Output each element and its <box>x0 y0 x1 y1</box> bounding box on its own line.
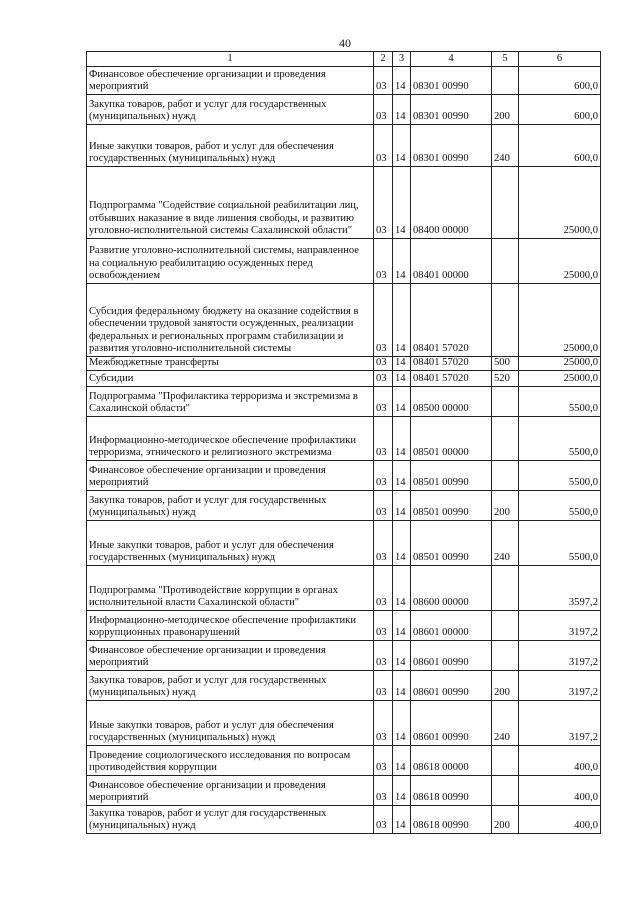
row-expense-type: 520 <box>492 371 519 387</box>
table-row <box>87 776 601 806</box>
table-row <box>87 284 601 357</box>
row-section: 03 <box>374 521 393 566</box>
row-expense-type <box>492 566 519 611</box>
table-row <box>87 491 601 521</box>
row-expense-type <box>492 417 519 461</box>
row-subsection: 14 <box>393 776 411 806</box>
budget-table <box>86 51 601 834</box>
row-section: 03 <box>374 125 393 167</box>
row-name: Финансовое обеспечение организации и проведения мероприятий <box>87 776 374 806</box>
row-amount: 5500,0 <box>519 521 601 566</box>
row-section: 03 <box>374 371 393 387</box>
row-amount: 600,0 <box>519 67 601 95</box>
row-expense-type: 240 <box>492 701 519 746</box>
row-name: Финансовое обеспечение организации и проведения мероприятий <box>87 641 374 671</box>
row-target-article: 08600 00000 <box>411 566 492 611</box>
row-subsection: 14 <box>393 371 411 387</box>
row-subsection: 14 <box>393 746 411 776</box>
row-subsection: 14 <box>393 387 411 417</box>
row-name: Иные закупки товаров, работ и услуг для обеспечения государственных (муниципальных) нужд <box>87 521 374 566</box>
table-row <box>87 371 601 387</box>
row-name: Развитие уголовно-исполнительной системы, направленное на социальную реабилитацию осужденных перед освобождением <box>87 239 374 284</box>
row-target-article: 08501 00990 <box>411 461 492 491</box>
row-amount: 3197,2 <box>519 611 601 641</box>
row-amount: 5500,0 <box>519 461 601 491</box>
table-row <box>87 387 601 417</box>
row-section: 03 <box>374 357 393 371</box>
row-subsection: 14 <box>393 67 411 95</box>
row-target-article: 08401 57020 <box>411 284 492 357</box>
row-target-article: 08601 00000 <box>411 611 492 641</box>
page-number: 40 <box>339 36 351 50</box>
table-header-row <box>87 52 601 67</box>
row-subsection: 14 <box>393 566 411 611</box>
row-subsection: 14 <box>393 701 411 746</box>
table-row <box>87 641 601 671</box>
row-section: 03 <box>374 701 393 746</box>
table-row <box>87 521 601 566</box>
row-subsection: 14 <box>393 521 411 566</box>
row-section: 03 <box>374 417 393 461</box>
row-section: 03 <box>374 167 393 239</box>
row-section: 03 <box>374 284 393 357</box>
row-name: Субсидии <box>87 371 374 387</box>
row-name: Финансовое обеспечение организации и проведения мероприятий <box>87 67 374 95</box>
row-name: Проведение социологического исследования по вопросам противодействия коррупции <box>87 746 374 776</box>
row-amount: 5500,0 <box>519 491 601 521</box>
table-row <box>87 239 601 284</box>
row-section: 03 <box>374 67 393 95</box>
row-name: Информационно-методическое обеспечение профилактики коррупционных правонарушений <box>87 611 374 641</box>
row-section: 03 <box>374 641 393 671</box>
column-header-name: 1 <box>87 52 374 67</box>
row-expense-type <box>492 284 519 357</box>
row-section: 03 <box>374 566 393 611</box>
row-amount: 25000,0 <box>519 284 601 357</box>
row-section: 03 <box>374 611 393 641</box>
column-header-expense-type: 5 <box>492 52 519 67</box>
row-expense-type <box>492 776 519 806</box>
row-section: 03 <box>374 776 393 806</box>
table-row <box>87 746 601 776</box>
row-amount: 25000,0 <box>519 167 601 239</box>
row-target-article: 08301 00990 <box>411 95 492 125</box>
column-header-target-article: 4 <box>411 52 492 67</box>
row-target-article: 08501 00000 <box>411 417 492 461</box>
row-subsection: 14 <box>393 806 411 834</box>
row-amount: 25000,0 <box>519 357 601 371</box>
row-expense-type: 200 <box>492 95 519 125</box>
row-expense-type: 240 <box>492 125 519 167</box>
table-row <box>87 67 601 95</box>
row-amount: 3197,2 <box>519 671 601 701</box>
row-section: 03 <box>374 95 393 125</box>
row-expense-type <box>492 746 519 776</box>
row-subsection: 14 <box>393 671 411 701</box>
row-expense-type <box>492 167 519 239</box>
row-target-article: 08601 00990 <box>411 671 492 701</box>
row-expense-type: 200 <box>492 491 519 521</box>
table-row <box>87 167 601 239</box>
column-header-subsection: 3 <box>393 52 411 67</box>
row-section: 03 <box>374 239 393 284</box>
row-amount: 5500,0 <box>519 387 601 417</box>
row-expense-type <box>492 387 519 417</box>
row-target-article: 08401 57020 <box>411 371 492 387</box>
row-section: 03 <box>374 806 393 834</box>
table-row <box>87 806 601 834</box>
row-name: Подпрограмма "Противодействие коррупции в органах исполнительной власти Сахалинской области" <box>87 566 374 611</box>
row-name: Иные закупки товаров, работ и услуг для обеспечения государственных (муниципальных) нужд <box>87 125 374 167</box>
row-target-article: 08301 00990 <box>411 67 492 95</box>
row-section: 03 <box>374 671 393 701</box>
row-name: Подпрограмма "Содействие социальной реабилитации лиц, отбывших наказание в виде лишения свободы, и развитию уголовно-исполнительной системы Сахалинской области" <box>87 167 374 239</box>
row-name: Информационно-методическое обеспечение профилактики терроризма, этнического и религиозного экстремизма <box>87 417 374 461</box>
row-amount: 400,0 <box>519 746 601 776</box>
table-row <box>87 611 601 641</box>
row-subsection: 14 <box>393 417 411 461</box>
row-expense-type <box>492 239 519 284</box>
row-expense-type <box>492 461 519 491</box>
table-row <box>87 701 601 746</box>
row-expense-type: 200 <box>492 806 519 834</box>
row-name: Финансовое обеспечение организации и проведения мероприятий <box>87 461 374 491</box>
row-expense-type <box>492 611 519 641</box>
row-target-article: 08301 00990 <box>411 125 492 167</box>
row-amount: 3597,2 <box>519 566 601 611</box>
row-target-article: 08618 00990 <box>411 776 492 806</box>
row-name: Закупка товаров, работ и услуг для государственных (муниципальных) нужд <box>87 95 374 125</box>
row-amount: 3197,2 <box>519 641 601 671</box>
row-expense-type <box>492 641 519 671</box>
row-expense-type <box>492 67 519 95</box>
row-subsection: 14 <box>393 461 411 491</box>
row-subsection: 14 <box>393 125 411 167</box>
row-target-article: 08601 00990 <box>411 641 492 671</box>
column-header-amount: 6 <box>519 52 601 67</box>
row-amount: 600,0 <box>519 95 601 125</box>
row-target-article: 08501 00990 <box>411 491 492 521</box>
column-header-section: 2 <box>374 52 393 67</box>
row-section: 03 <box>374 387 393 417</box>
row-target-article: 08618 00990 <box>411 806 492 834</box>
row-expense-type: 200 <box>492 671 519 701</box>
row-name: Закупка товаров, работ и услуг для государственных (муниципальных) нужд <box>87 671 374 701</box>
row-section: 03 <box>374 491 393 521</box>
table-row <box>87 461 601 491</box>
table-body <box>87 67 601 834</box>
row-amount: 25000,0 <box>519 239 601 284</box>
row-name: Закупка товаров, работ и услуг для государственных (муниципальных) нужд <box>87 806 374 834</box>
table-row <box>87 357 601 371</box>
row-expense-type: 500 <box>492 357 519 371</box>
row-name: Субсидия федеральному бюджету на оказание содействия в обеспечении трудовой занятости осужденных, реализации федеральных и региональных программ стабилизации и развития уголовно-исполнительной системы <box>87 284 374 357</box>
row-amount: 400,0 <box>519 806 601 834</box>
row-section: 03 <box>374 746 393 776</box>
row-name: Иные закупки товаров, работ и услуг для обеспечения государственных (муниципальных) нужд <box>87 701 374 746</box>
row-subsection: 14 <box>393 167 411 239</box>
row-target-article: 08400 00000 <box>411 167 492 239</box>
row-target-article: 08500 00000 <box>411 387 492 417</box>
row-amount: 3197,2 <box>519 701 601 746</box>
row-target-article: 08401 00000 <box>411 239 492 284</box>
table-row <box>87 95 601 125</box>
row-target-article: 08601 00990 <box>411 701 492 746</box>
row-name: Подпрограмма "Профилактика терроризма и экстремизма в Сахалинской области" <box>87 387 374 417</box>
row-subsection: 14 <box>393 611 411 641</box>
row-target-article: 08401 57020 <box>411 357 492 371</box>
table-row <box>87 566 601 611</box>
table-row <box>87 671 601 701</box>
row-target-article: 08501 00990 <box>411 521 492 566</box>
row-subsection: 14 <box>393 95 411 125</box>
table-row <box>87 125 601 167</box>
row-subsection: 14 <box>393 239 411 284</box>
row-section: 03 <box>374 461 393 491</box>
row-amount: 400,0 <box>519 776 601 806</box>
row-name: Межбюджетные трансферты <box>87 357 374 371</box>
row-subsection: 14 <box>393 641 411 671</box>
row-amount: 25000,0 <box>519 371 601 387</box>
row-amount: 5500,0 <box>519 417 601 461</box>
row-expense-type: 240 <box>492 521 519 566</box>
row-name: Закупка товаров, работ и услуг для государственных (муниципальных) нужд <box>87 491 374 521</box>
row-target-article: 08618 00000 <box>411 746 492 776</box>
row-subsection: 14 <box>393 284 411 357</box>
row-amount: 600,0 <box>519 125 601 167</box>
row-subsection: 14 <box>393 357 411 371</box>
table-row <box>87 417 601 461</box>
row-subsection: 14 <box>393 491 411 521</box>
